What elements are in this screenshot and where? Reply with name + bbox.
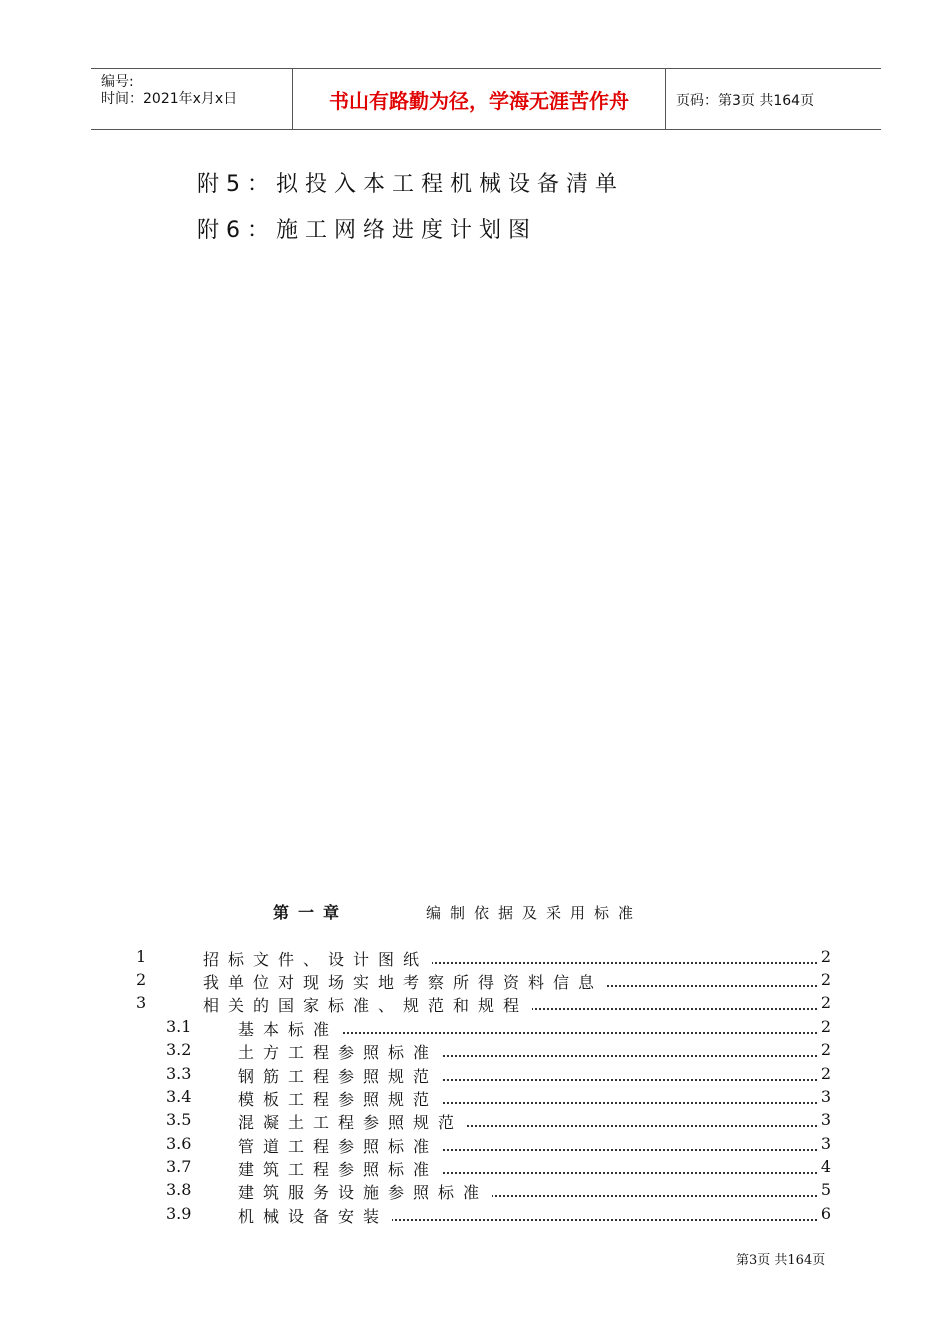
header-motto: 书山有路勤为径，学海无涯苦作舟 xyxy=(329,89,629,113)
toc-entry-number: 3.8 xyxy=(166,1180,192,1199)
toc-entry-number: 3.6 xyxy=(166,1134,192,1153)
appendix-line-6: 附6：施工网络进度计划图 xyxy=(197,218,537,243)
toc-entry-title: 模板工程参照规范 xyxy=(238,1087,442,1110)
header-middle-cell xyxy=(293,69,666,129)
toc-entry-page: 6 xyxy=(817,1204,831,1223)
toc-entry-number: 2 xyxy=(136,970,147,989)
toc-entry-page: 2 xyxy=(817,993,831,1012)
toc-entry-page: 5 xyxy=(817,1180,831,1199)
toc-entry-title: 我单位对现场实地考察所得资料信息 xyxy=(203,970,607,993)
toc-entry[interactable] xyxy=(0,970,950,993)
toc-entry-page: 2 xyxy=(817,1064,831,1083)
toc-entry-title: 土方工程参照标准 xyxy=(238,1040,442,1063)
page-footer-number: 第3页 共164页 xyxy=(736,1253,826,1268)
toc-entry-title: 招标文件、设计图纸 xyxy=(203,947,432,970)
toc-entry-number: 1 xyxy=(136,947,147,966)
toc-entry-page: 2 xyxy=(817,970,831,989)
toc-entry-page: 3 xyxy=(817,1110,831,1129)
toc-entry-title: 管道工程参照标准 xyxy=(238,1134,442,1157)
document-time-label: 时间：2021年x月x日 xyxy=(101,91,238,107)
toc-entry[interactable] xyxy=(0,1017,950,1040)
toc-entry[interactable] xyxy=(0,1134,950,1157)
toc-entry-title: 建筑服务设施参照标准 xyxy=(238,1180,492,1203)
toc-entry-page: 2 xyxy=(817,1040,831,1059)
toc-chapter-heading xyxy=(0,900,950,926)
toc-entry-title: 混凝土工程参照规范 xyxy=(238,1110,467,1133)
appendix-line-5: 附5：拟投入本工程机械设备清单 xyxy=(197,172,624,197)
toc-entry-title: 基本标准 xyxy=(238,1017,342,1040)
toc-entry-page: 3 xyxy=(817,1087,831,1106)
toc-entry-title: 钢筋工程参照规范 xyxy=(238,1064,442,1087)
toc-entry-page: 3 xyxy=(817,1134,831,1153)
toc-entry[interactable] xyxy=(0,1064,950,1087)
header-page-label: 页码：第3页 共164页 xyxy=(676,93,815,109)
toc-entry[interactable] xyxy=(0,1157,950,1180)
toc-entry[interactable] xyxy=(0,1087,950,1110)
toc-entry-number: 3.4 xyxy=(166,1087,192,1106)
toc-entry-number: 3.1 xyxy=(166,1017,192,1036)
toc-entry-page: 2 xyxy=(817,1017,831,1036)
toc-entry[interactable] xyxy=(0,1040,950,1063)
toc-entry-page: 2 xyxy=(817,947,831,966)
toc-entry-title: 机械设备安装 xyxy=(238,1204,392,1227)
toc-entry-number: 3.3 xyxy=(166,1064,192,1083)
toc-entry-number: 3.2 xyxy=(166,1040,192,1059)
toc-entry-title: 相关的国家标准、规范和规程 xyxy=(203,993,532,1016)
header-left-cell xyxy=(91,69,293,129)
toc-entry-number: 3 xyxy=(136,993,147,1012)
toc-entry-number: 3.5 xyxy=(166,1110,192,1129)
toc-entry[interactable] xyxy=(0,947,950,970)
toc-entry[interactable] xyxy=(0,1204,950,1227)
toc-entry[interactable] xyxy=(0,993,950,1016)
header-right-cell xyxy=(666,69,881,129)
chapter-title: 编制依据及采用标准 xyxy=(426,904,643,922)
toc-entry-number: 3.7 xyxy=(166,1157,192,1176)
document-number-label: 编号: xyxy=(101,74,134,90)
chapter-number: 第一章 xyxy=(273,903,349,922)
toc-entry[interactable] xyxy=(0,1110,950,1133)
toc-entry-number: 3.9 xyxy=(166,1204,192,1223)
page-header xyxy=(91,68,881,130)
toc-entry[interactable] xyxy=(0,1180,950,1203)
toc-entry-page: 4 xyxy=(817,1157,831,1176)
toc-entry-title: 建筑工程参照标准 xyxy=(238,1157,442,1180)
